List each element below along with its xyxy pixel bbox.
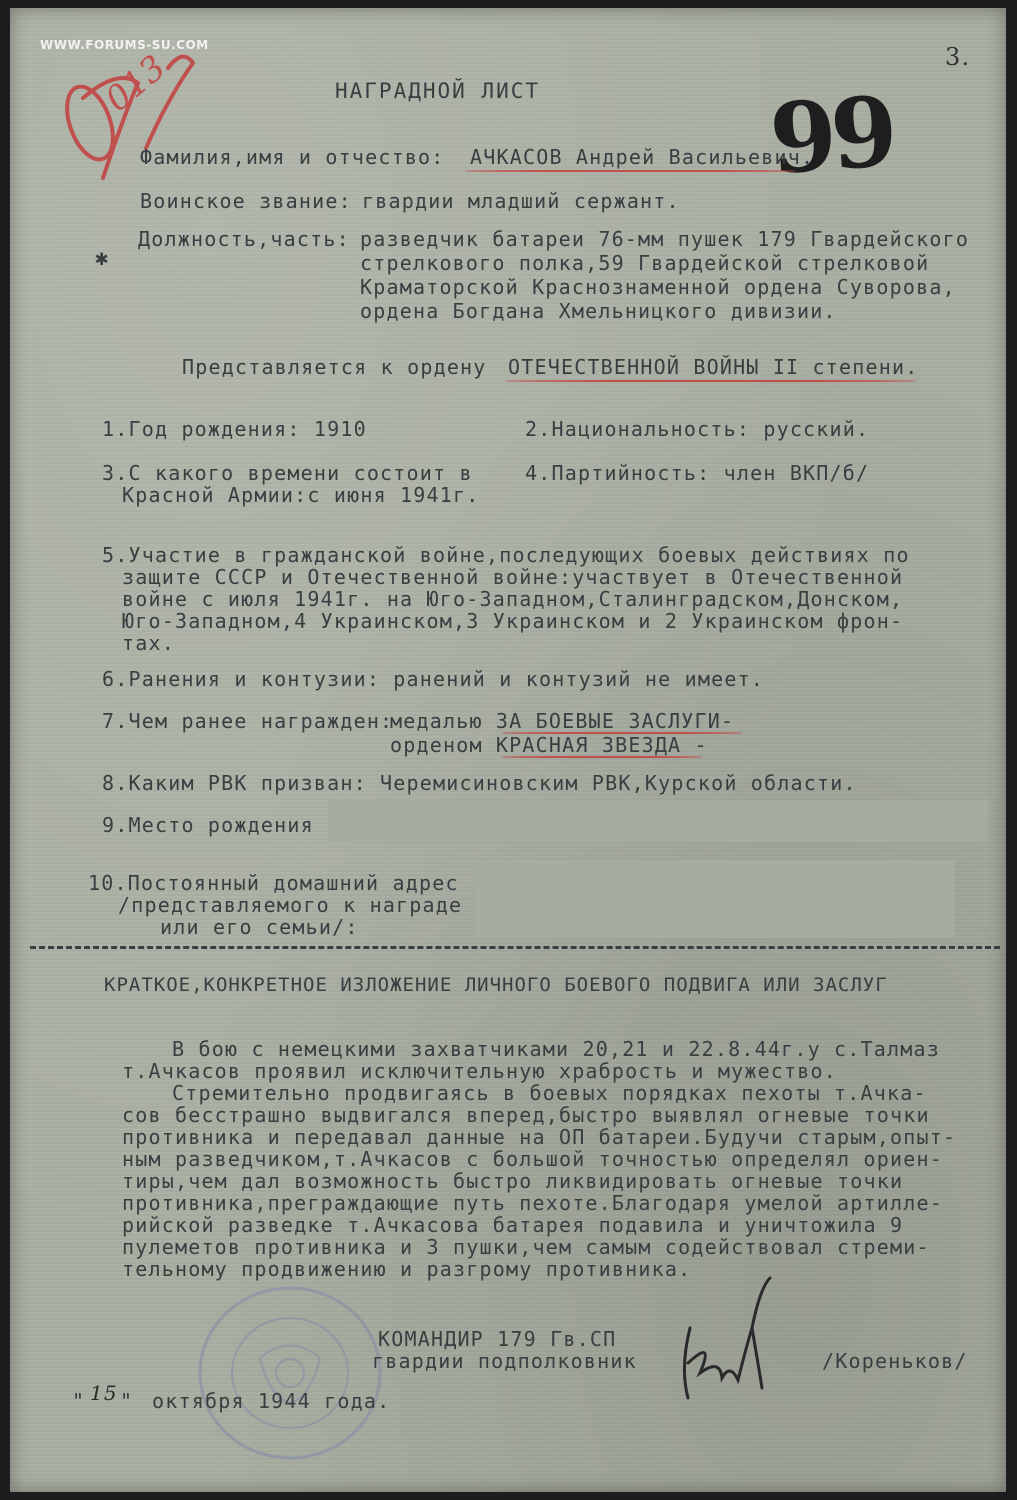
- summary-line: противника и передавал данные на ОП батареи.Будучи старым,опыт-: [122, 1125, 957, 1149]
- summary-line: пулеметов противника и 3 пушки,чем самым содействовал стреми-: [122, 1235, 930, 1259]
- summary-heading: КРАТКОЕ,КОНКРЕТНОЕ ИЗЛОЖЕНИЕ ЛИЧНОГО БОЕВОГО ПОДВИГА ИЛИ ЗАСЛУГ: [104, 974, 888, 996]
- watermark: WWW.FORUMS-SU.COM: [40, 38, 209, 52]
- redacted-birthplace: [328, 800, 988, 842]
- date-prefix: ": [72, 1389, 86, 1413]
- rvk: 8.Каким РВК призван: Черемисиновским РВК,Курской области.: [102, 771, 857, 795]
- margin-mark: ✱: [95, 246, 110, 271]
- page-title: НАГРАДНОЙ ЛИСТ: [335, 79, 541, 103]
- presented-award: ОТЕЧЕСТВЕННОЙ ВОЙНЫ II степени.: [508, 355, 919, 379]
- awards-label: 7.Чем ранее награжден:: [102, 709, 394, 733]
- date-day: 15: [90, 1381, 118, 1405]
- summary-line: тиры,чем дал возможность быстро ликвидировать огневые точки: [122, 1169, 904, 1193]
- redacted-address: [475, 860, 955, 938]
- summary-line: т.Ачкасов проявил исключительную храбрость и мужество.: [122, 1059, 838, 1083]
- date-quote: ": [120, 1389, 134, 1413]
- rank-label: Воинское звание:: [140, 189, 352, 213]
- commander-title: КОМАНДИР 179 Гв.СП: [378, 1327, 617, 1351]
- summary-line: ным разведчиком,т.Ачкасов с большой точностью определял ориен-: [122, 1147, 943, 1171]
- position-line: разведчик батареи 76-мм пушек 179 Гвардейского: [360, 227, 970, 251]
- summary-line: сов бесстрашно выдвигался вперед,быстро выявлял огневые точки: [122, 1103, 930, 1127]
- birth-year: 1.Год рождения: 1910: [102, 417, 367, 441]
- service-since-line: Красной Армии:с июня 1941г.: [122, 483, 480, 507]
- presented-prefix: Представляется к ордену: [182, 355, 487, 379]
- service-since-line: 3.С какого времени состоит в: [102, 461, 473, 485]
- round-seal: [190, 1278, 390, 1468]
- date-rest: октября 1944 года.: [152, 1389, 391, 1413]
- participation-line: Юго-Западном,4 Украинском,3 Украинском и 2 Украинском фрон-: [122, 609, 904, 633]
- party: 4.Партийность: член ВКП/б/: [525, 461, 870, 485]
- birthplace-label: 9.Место рождения: [102, 813, 314, 837]
- address-line: /представляемого к награде: [118, 893, 463, 917]
- name-label: Фамилия,имя и отчество:: [140, 145, 445, 169]
- position-line: стрелкового полка,59 Гвардейской стрелковой: [360, 251, 930, 275]
- stamp-corner-text: 013: [98, 47, 174, 120]
- award-underline: [506, 380, 916, 382]
- summary-line: В бою с немецкими захватчиками 20,21 и 22.8.44г.у с.Талмаз: [172, 1037, 940, 1061]
- commander-name: /Кореньков/: [822, 1349, 968, 1373]
- position-label: Должность,часть:: [138, 227, 350, 251]
- name-underline: [465, 170, 795, 172]
- commander-rank: гвардии подполковник: [372, 1349, 637, 1373]
- awards-line: орденом КРАСНАЯ ЗВЕЗДА -: [390, 733, 708, 757]
- doc-number: 99: [766, 74, 896, 197]
- participation-line: войне с июля 1941г. на Юго-Западном,Сталинградском,Донском,: [122, 587, 904, 611]
- nationality: 2.Национальность: русский.: [525, 417, 870, 441]
- awards-line: медалью ЗА БОЕВЫЕ ЗАСЛУГИ-: [390, 709, 735, 733]
- summary-line: противника,преграждающие путь пехоте.Благодаря умелой артилле-: [122, 1191, 943, 1215]
- participation-line: тах.: [122, 631, 175, 655]
- award-sheet: [10, 8, 1006, 1492]
- address-line: 10.Постоянный домашний адрес: [88, 871, 459, 895]
- signature-scribble: [660, 1268, 790, 1418]
- awards-underline: [502, 756, 702, 758]
- name-value: АЧКАСОВ Андрей Васильевич.: [470, 145, 815, 169]
- participation-line: 5.Участие в гражданской войне,последующих боевых действиях по: [102, 543, 910, 567]
- summary-line: Стремительно продвигаясь в боевых порядках пехоты т.Ачка-: [172, 1081, 927, 1105]
- summary-line: тельному продвижению и разгрому противника.: [122, 1257, 692, 1281]
- rank-value: гвардии младший сержант.: [362, 189, 680, 213]
- position-line: ордена Богдана Хмельницкого дивизии.: [360, 299, 837, 323]
- summary-line: рийской разведке т.Ачкасова батарея подавила и уничтожила 9: [122, 1213, 904, 1237]
- address-line: или его семьи/:: [160, 915, 359, 939]
- participation-line: защите СССР и Отечественной войне:участвует в Отечественной: [122, 565, 904, 589]
- separator: [30, 946, 1000, 949]
- page-number: 3.: [945, 43, 971, 71]
- position-line: Краматорской Краснознаменной ордена Суворова,: [360, 275, 956, 299]
- wounds: 6.Ранения и контузии: ранений и контузий не имеет.: [102, 667, 765, 691]
